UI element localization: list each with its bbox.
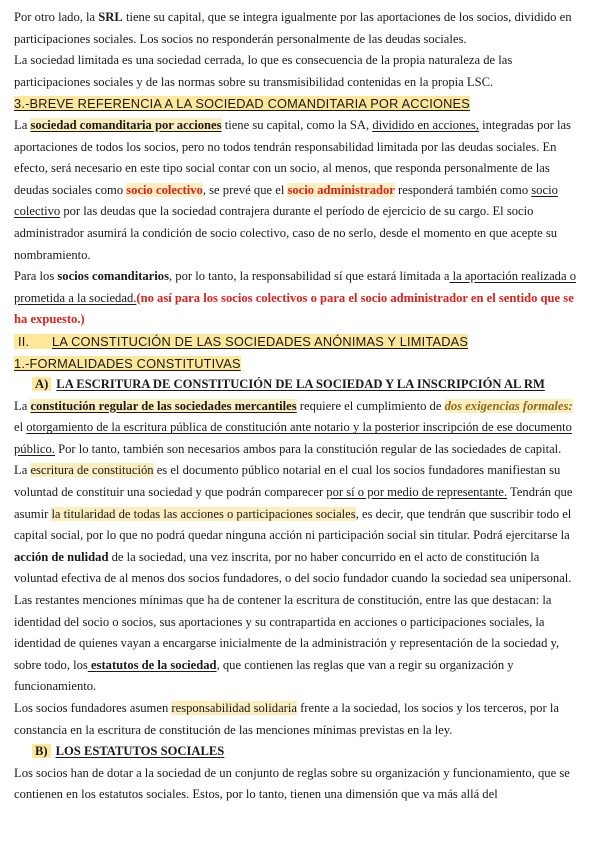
heading-comanditaria: 3.-BREVE REFERENCIA A LA SOCIEDAD COMANDITARIA POR ACCIONES (14, 96, 471, 112)
heading-formalidades: 1.-FORMALIDADES CONSTITUTIVAS (14, 355, 241, 371)
term-socios-comanditarios: socios comanditarios (57, 269, 169, 284)
term-titularidad: la titularidad de todas las acciones o participaciones sociales (51, 506, 356, 521)
paragraph-sociedad-limitada: La sociedad limitada es una sociedad cerrada, lo que es consecuencia de la propia naturaleza de las participaciones sociales y de las normas sobre su transmisibilidad contenidas en la propia LSC. (14, 53, 513, 89)
heading-constitucion: II. LA CONSTITUCIÓN DE LAS SOCIEDADES ANÓNIMAS Y LIMITADAS (14, 331, 583, 353)
paragraph-comanditaria: La sociedad comanditaria por acciones tiene su capital, como la SA, dividido en acciones, integradas por las aportaciones de todos los socios, pero no todos tendrán responsabilidad limitada por las deudas sociales. En efecto, será necesario en este tipo social contar con un socio, al menos, que responda personalmente de las deudas sociales como socio colectivo, se prevé que el socio administrador responderá también como socio colectivo por las deudas que la sociedad contrajera durante el período de ejercicio de su cargo. El socio administrador asumirá la condición de socio colectivo, caso de no serlo, desde el momento en que acepte su nombramiento. (14, 117, 571, 262)
paragraph-srl: Por otro lado, la SRL tiene su capital, que se integra igualmente por las aportaciones de los socios, dividido en participaciones sociales. Los socios no responderán personalmente de las deudas sociales. (14, 10, 572, 46)
term-estatutos: estatutos de la sociedad (87, 657, 217, 672)
note-red: (no así para los socios colectivos o para el socio administrador en el sentido que se ha expuesto.) (14, 290, 574, 327)
paragraph-comanditarios: Para los socios comanditarios, por lo tanto, la responsabilidad sí que estará limitada a la aportación realizada o prometida a la sociedad.(no así para los socios colectivos o para el socio administrador en el sentido que se ha expuesto.) (14, 269, 577, 327)
paragraph-estatutos: Los socios han de dotar a la sociedad de un conjunto de reglas sobre su organización y funcionamiento, que se contienen en los estatutos sociales. Estos, por lo tanto, tienen una dimensión que va más allá del (14, 765, 570, 802)
term-socio-colectivo: socio colectivo (126, 182, 203, 197)
term-accion-nulidad: acción de nulidad (14, 549, 109, 564)
term-srl: SRL (98, 10, 123, 24)
paragraph-escritura: La escritura de constitución es el documento público notarial en el cual los socios fundadores manifiestan su voluntad de constituir una sociedad y que podrán comparecer por sí o por medio de representante. Tendrán que asumir la titularidad de todas las acciones o participaciones sociales, es decir, que tendrán que suscribir todo el capital social, por lo que no podrá quedar ninguna acción ni participación social sin titular. Podrá ejercitarse la acción de nulidad de la sociedad, una vez inscrita, por no haber concurrido en el acto de constitución la voluntad efectiva de al menos dos socios fundadores, o del socio fundador cuando la sociedad sea unipersonal. (14, 463, 573, 586)
paragraph-constitucion-regular: La constitución regular de las sociedades mercantiles requiere el cumplimiento de dos exigencias formales: el otorgamiento de la escritura pública de constitución ante notario y la posterior inscripción de ese documento público. Por lo tanto, también son necesarios ambos para la constitución regular de las sociedades de capital. (14, 398, 573, 456)
term-socio-administrador: socio administrador (287, 182, 395, 197)
subheading-escritura: A) LA ESCRITURA DE CONSTITUCIÓN DE LA SOCIEDAD Y LA INSCRIPCIÓN AL RM (14, 374, 583, 396)
term-constitucion-regular: constitución regular de las sociedades mercantiles (30, 398, 297, 413)
term-escritura-constitucion: escritura de constitución (30, 463, 154, 478)
paragraph-menciones: Las restantes menciones mínimas que ha de contener la escritura de constitución, entre las que destacan: la identidad del socio o socios, sus aportaciones y su contrapartida en acciones o participaciones sociales, la identidad de quienes vayan a encargarse inicialmente de la administración y representación de la sociedad y, sobre todo, los estatutos de la sociedad, que contienen las reglas que van a regir su organización y funcionamiento. (14, 593, 560, 694)
subheading-estatutos: B) LOS ESTATUTOS SOCIALES (14, 741, 583, 763)
term-exigencias-formales: dos exigencias formales: (444, 398, 573, 413)
term-sociedad-comanditaria: sociedad comanditaria por acciones (30, 117, 222, 132)
paragraph-responsabilidad: Los socios fundadores asumen responsabilidad solidaria frente a la sociedad, los socios y los terceros, por la constancia en la escritura de constitución de las menciones mínimas previstas en la ley. (14, 701, 559, 737)
term-responsabilidad-solidaria: responsabilidad solidaria (171, 701, 297, 715)
